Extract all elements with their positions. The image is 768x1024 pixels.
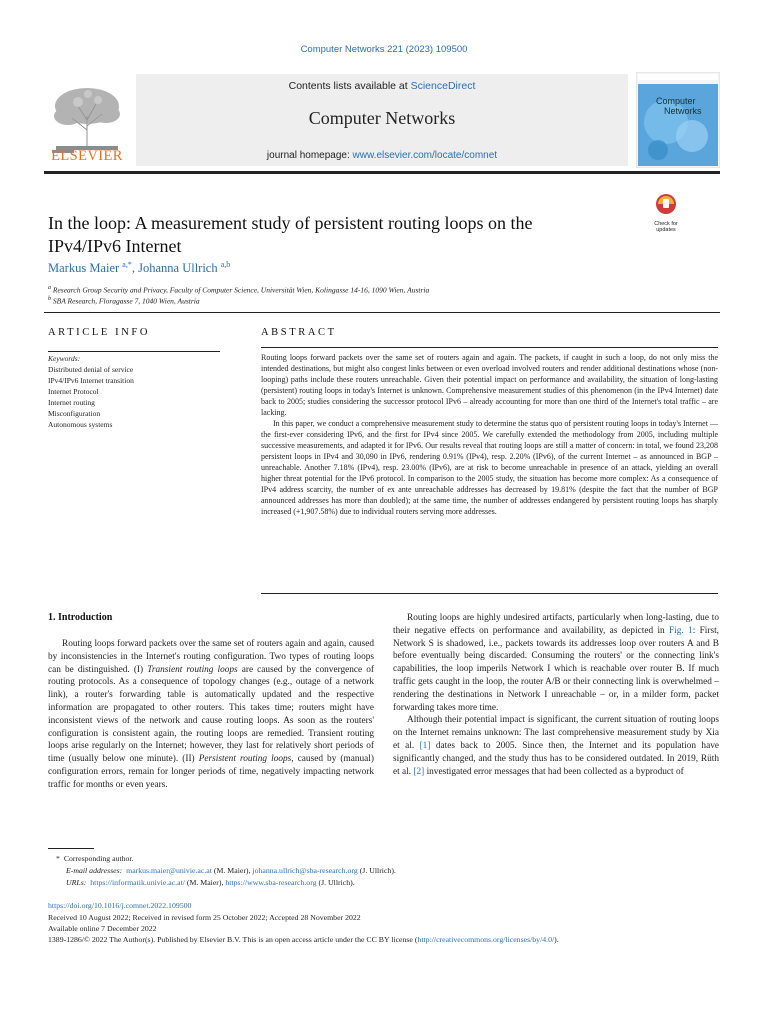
header-rule: [44, 171, 720, 174]
article-title: In the loop: A measurement study of persistent routing loops on the IPv4/IPv6 Internet: [48, 213, 533, 256]
fig1-link[interactable]: Fig. 1: [669, 625, 693, 636]
doi-link[interactable]: https://doi.org/10.1016/j.comnet.2022.109500: [48, 901, 192, 910]
email-ullrich-link[interactable]: johanna.ullrich@sba-research.org: [252, 866, 358, 875]
ref2-link[interactable]: [2]: [413, 766, 425, 777]
keywords-list: [48, 364, 134, 430]
abstract-paragraph-1: Routing loops forward packets over the same set of routers again and again. The packets, if caught in such a loop, do not only miss the intended destinations, but might also congest links between or even overload involved routers and render additional destinations whose (non-looping) paths include these routers unreachable. Given their potential impact on performance and availability, the situation of long-lasting (persistent) routing loops in today's Internet is unknown. Comprehensive measurement studies of this phenomenon (in the IPv4 Internet) date back to 2005; studies considering the successor protocol IPv6 – already accounting for more than one third of the Internet's total traffic – are lacking.: [261, 353, 718, 417]
author-ullrich-affil[interactable]: a,b: [220, 260, 231, 269]
available-online: Available online 7 December 2022: [48, 924, 157, 933]
keyword-item: Autonomous systems: [48, 420, 113, 429]
intro-right-column: [393, 612, 719, 778]
cover-title: Computer Networks: [656, 96, 702, 116]
abstract-heading: ABSTRACT: [261, 327, 337, 338]
journal-name: Computer Networks: [308, 108, 456, 128]
url-univie-link[interactable]: https://informatik.univie.ac.at/: [90, 878, 185, 887]
author-maier[interactable]: Markus Maier: [48, 261, 120, 276]
sciencedirect-link[interactable]: ScienceDirect: [410, 80, 476, 92]
keyword-item: Internet Protocol: [48, 387, 99, 396]
journal-header: [136, 74, 628, 166]
elsevier-wordmark: ELSEVIER: [51, 148, 123, 164]
license-line: 1389-1286/© 2022 The Author(s). Published by Elsevier B.V. This is an open access article under the CC BY license (http://creativecommons.org/licenses/by/4.0/).: [48, 935, 559, 944]
footnote-rule: [48, 848, 94, 849]
affil-rule: [44, 312, 720, 313]
check-updates-icon: [646, 192, 686, 216]
elsevier-logo: [44, 80, 130, 166]
keyword-item: Misconfiguration: [48, 409, 101, 418]
keyword-item: Internet routing: [48, 398, 95, 407]
keyword-item: Distributed denial of service: [48, 365, 134, 374]
introduction-heading: 1. Introduction: [48, 612, 113, 623]
email-note: E-mail addresses: markus.maier@univie.ac.at (M. Maier), johanna.ullrich@sba-research.org (J. Ullrich).: [66, 866, 396, 875]
received-dates: Received 10 August 2022; Received in revised form 25 October 2022; Accepted 28 November 2022: [48, 913, 361, 922]
author-list: Markus Maier $^{a,*}$, Johanna Ullrich $^{a,b}$: [48, 260, 231, 276]
homepage-line: journal homepage: www.elsevier.com/locate/comnet: [266, 150, 498, 161]
ref1-link[interactable]: [1]: [419, 740, 431, 751]
check-for-updates-badge[interactable]: Check for updates: [646, 192, 686, 230]
email-maier-link[interactable]: markus.maier@univie.ac.at: [126, 866, 212, 875]
author-maier-affil[interactable]: a,*: [122, 260, 132, 269]
affiliation-b: $^b$ SBA Research, Floragasse 7, 1040 Wien, Austria: [48, 296, 200, 306]
url-sba-link[interactable]: https://www.sba-research.org: [225, 878, 317, 887]
urls-note: URLs: https://informatik.univie.ac.at/ (M. Maier), https://www.sba-research.org (J. Ullrich).: [66, 878, 355, 887]
abstract-rule-top: [261, 347, 718, 348]
journal-cover: [636, 72, 720, 168]
homepage-link[interactable]: www.elsevier.com/locate/comnet: [352, 150, 498, 161]
intro-paragraph-1: Routing loops forward packets over the same set of routers again and again, caused by inconsistencies in the Internet's routing configuration. Two types of routing loops can be distinguished. (I) Transient routing loops are caused by the convergence of routing protocols. As a consequence of topology changes (e.g., outage of a network link), a router's forwarding table is automatically updated and the respective information are propagated to other routers. This takes time; routers might have inconsistent views of the network and cause routing loops. As soon as the routers' configuration is consistent again, the routing loops are remedied. Transient routing loops arise regularly on the Internet; however, they last for relatively short periods of time (usually below one minute). (II) Persistent routing loops, caused by (manual) configuration errors, remain for longer periods of time, negatively impacting network traffic for months or even years.: [48, 639, 374, 790]
contents-line: Contents lists available at ScienceDirect: [288, 80, 476, 92]
cover-art-icon: [636, 72, 720, 168]
intro-paragraph-2: Routing loops are highly undesired artifacts, particularly when long-lasting, due to their negative effects on performance and availability, as depicted in Fig. 1: First, Network S is shadowed, i.e., packets towards its addresses loop over routers A and B before eventually being discarded. Consuming the routers' or the connecting link's capabilities, the loop imperils Network I which is reachable over router B. If much traffic gets caught in the loop, the router A/B or their connecting link is overwhelmed – rendering the destinations in Network I unreachable – or, in a milder form, packet forwarding takes more time.: [393, 613, 719, 713]
license-link[interactable]: http://creativecommons.org/licenses/by/4.0/: [417, 935, 555, 944]
abstract-rule-bottom: [261, 593, 718, 594]
keywords-label: Keywords:: [48, 354, 81, 363]
affiliation-a: $^a$ Research Group Security and Privacy, Faculty of Computer Science, Universität Wien, Kolingasse 14-16, 1090 Wien, Austria: [48, 285, 430, 295]
article-info-heading: ARTICLE INFO: [48, 327, 151, 338]
journal-reference[interactable]: Computer Networks 221 (2023) 109500: [300, 44, 468, 55]
intro-paragraph-3: Although their potential impact is significant, the current situation of routing loops on the Internet remains unknown: The last comprehensive measurement study by Xia et al. [1] dates back to 2005. Since then, the Internet and its population have significantly changed, and the study thus has to be considered outdated. In 2019, Rüth et al. [2] investigated error messages that had been collected as a byproduct of: [393, 715, 719, 777]
abstract-paragraph-2: In this paper, we conduct a comprehensive measurement study to determine the status quo of persistent routing loops in today's Internet — the first-ever considering IPv6, and the first for IPv4 since 2005. We carefully extended the methodology from 2005, including multiple successive measurements, and adapted it for IPv6. Our results reveal that routing loops are still a matter of concern: in total, we found 23,208 persistent loops in IPv4 and 30,090 in IPv6, rendering 0.91% (IPv4), resp. 2.20% (IPv6), of the current Internet – as announced in BGP – unreachable. Another 7.18% (IPv4), resp. 23.00% (IPv6), are at risk to become unreachable in presence of an attack, yielding an overall higher threat potential for the IPv6 protocol. In comparison to the 2005 study, the situation has become more complex: As a consequence of IPv4 address scarcity, the number of ex ante unreachable addresses has decreased by 19.81% (despite the fact that the number of BGP announced addresses has more than doubled); at the same time, the number of addresses endangered by persistent routing loops has sharply increased (+1,907.58%) due to individual routers serving more addresses.: [261, 419, 718, 516]
corresponding-author-note: * Corresponding author.: [56, 854, 134, 863]
abstract-body: [261, 352, 718, 517]
keyword-item: IPv4/IPv6 Internet transition: [48, 376, 134, 385]
author-ullrich[interactable]: Johanna Ullrich: [138, 261, 218, 276]
article-info-rule: [48, 351, 220, 352]
intro-left-column: [48, 638, 374, 792]
